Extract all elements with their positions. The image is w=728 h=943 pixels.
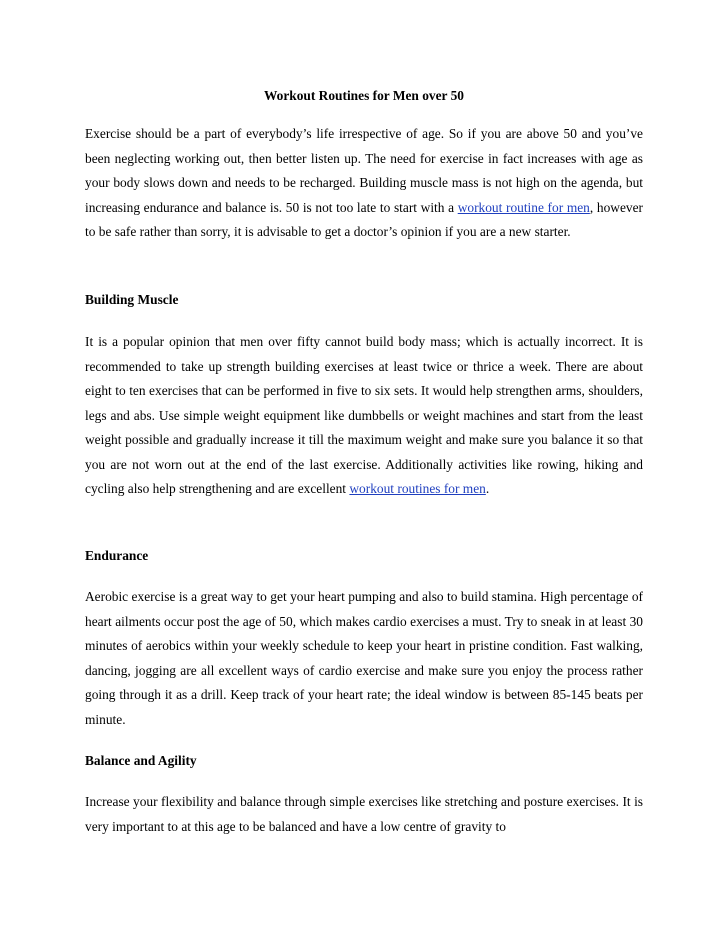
heading-building-muscle: Building Muscle bbox=[85, 292, 179, 307]
building-muscle-text-2: . bbox=[485, 481, 490, 496]
heading-balance-agility: Balance and Agility bbox=[85, 753, 197, 768]
balance-agility-paragraph: Increase your flexibility and balance through simple exercises like stretching and posture exercises. It is very important to at this age to be balanced and have a low centre of gravity to bbox=[85, 794, 643, 834]
workout-routines-link[interactable]: workout routines for men bbox=[349, 481, 486, 496]
workout-routine-link[interactable]: workout routine for men bbox=[457, 199, 590, 215]
heading-endurance: Endurance bbox=[85, 548, 149, 563]
intro-paragraph bbox=[85, 122, 643, 245]
building-muscle-text-1: It is a popular opinion that men over fifty cannot build body mass; which is actually incorrect. It is recommended to take up strength building exercises at least twice or thrice a week. There are about eight to ten exercises that can be performed in five to six sets. It would help strengthen arms, shoulders, legs and abs. Use simple weight equipment like dumbbells or weight machines and start from the least weight possible and gradually increase it till the maximum weight and make sure you balance it so that you are not worn out at the end of the last exercise. Additionally activities like rowing, hiking and cycling also help strengthening and are excellent bbox=[85, 334, 643, 496]
endurance-paragraph: Aerobic exercise is a great way to get your heart pumping and also to build stamina. High percentage of heart ailments occur post the age of 50, which makes cardio exercises a must. Try to sneak in at least 30 minutes of aerobics within your weekly schedule to keep your heart in pristine condition. Fast walking, dancing, jogging are all excellent ways of cardio exercise and make sure you enjoy the process rather going through it as a drill. Keep track of your heart rate; the ideal window is between 85-145 beats per minute. bbox=[85, 589, 643, 727]
building-muscle-paragraph bbox=[85, 330, 643, 502]
intro-text-2: , however to be safe rather than sorry, it is advisable to get a doctor’s opinion if you are a new starter. bbox=[85, 199, 643, 239]
document-title: Workout Routines for Men over 50 bbox=[264, 88, 464, 103]
intro-text-1: Exercise should be a part of everybody’s life irrespective of age. So if you are above 50 and you’ve been neglecting working out, then better listen up. The need for exercise in fact increases with age as your body slows down and needs to be recharged. Building muscle mass is not high on the agenda, but increasing endurance and balance is. 50 is not too late to start with a bbox=[85, 126, 643, 215]
